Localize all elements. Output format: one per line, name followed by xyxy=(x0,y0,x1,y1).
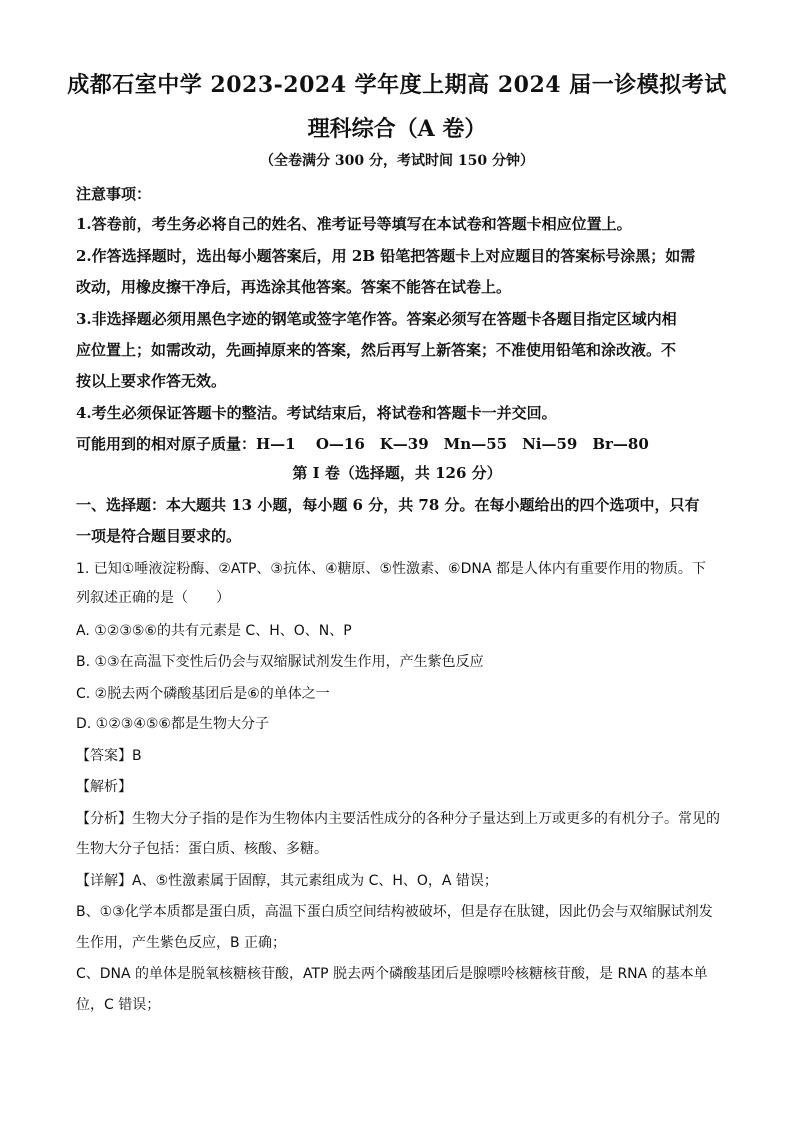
fenxi-line2: 生物大分子包括：蛋白质、核酸、多糖。 xyxy=(76,841,328,857)
question-1-stem-line1: 1. 已知①唾液淀粉酶、②ATP、③抗体、④糖原、⑤性激素、⑥DNA 都是人体内有重要作用的物质。下 xyxy=(76,561,706,577)
xiangjie-a: A、⑤性激素属于固醇，其元素组成为 C、H、O，A 错误； xyxy=(132,873,498,889)
fenxi-text: 生物大分子指的是作为生物体内主要活性成分的各种分子量达到上万或更多的有机分子。常见的 xyxy=(132,811,720,827)
fenxi-line1 xyxy=(76,808,722,828)
note-3-line1: 3.非选择题必须用黑色字迹的钢笔或签字笔作答。答案必须写在答题卡各题目指定区域内相 xyxy=(76,310,677,328)
section-heading: 第 I 卷（选择题，共 126 分） xyxy=(292,464,502,482)
atomic-masses: 可能用到的相对原子质量：H—1 O—16 K—39 Mn—55 Ni—59 Br—80 xyxy=(76,435,649,453)
fenxi-label: 【分析】 xyxy=(76,811,132,827)
option-d: D. ①②③④⑤⑥都是生物大分子 xyxy=(76,716,269,732)
note-1: 1.答卷前，考生务必将自己的姓名、准考证号等填写在本试卷和答题卡相应位置上。 xyxy=(76,215,632,233)
note-4: 4.考生必须保证答题卡的整洁。考试结束后，将试卷和答题卡一并交回。 xyxy=(76,404,557,422)
exam-score-time: （全卷满分 300 分，考试时间 150 分钟） xyxy=(260,153,534,169)
question-1-stem-line2: 列叙述正确的是（ ） xyxy=(76,590,230,606)
section-intro-line2: 一项是符合题目要求的。 xyxy=(76,527,242,545)
option-b: B. ①③在高温下变性后仍会与双缩脲试剂发生作用，产生紫色反应 xyxy=(76,654,484,670)
xiangjie-label: 【详解】 xyxy=(76,873,132,889)
section-intro-line1: 一、选择题：本大题共 13 小题，每小题 6 分，共 78 分。在每小题给出的四个选项中，只有 xyxy=(76,496,700,514)
answer-line xyxy=(76,745,722,765)
note-3-line2: 应位置上；如需改动，先画掉原来的答案，然后再写上新答案；不准使用铅笔和涂改液。不 xyxy=(76,341,677,359)
note-2-line1: 2.作答选择题时，选出每小题答案后，用 2B 铅笔把答题卡上对应题目的答案标号涂黑；如需 xyxy=(76,247,696,265)
answer-value: B xyxy=(132,748,142,764)
xiangjie-line1 xyxy=(76,870,722,890)
xiangjie-c-line2: 位，C 错误； xyxy=(76,997,161,1013)
notes-heading: 注意事项： xyxy=(76,185,152,203)
exam-subtitle: 理科综合（A 卷） xyxy=(307,116,487,142)
note-3-line3: 按以上要求作答无效。 xyxy=(76,372,227,390)
note-2-line2: 改动，用橡皮擦干净后，再选涂其他答案。答案不能答在试卷上。 xyxy=(76,278,512,296)
answer-label: 【答案】 xyxy=(76,748,132,764)
analysis-label: 【解析】 xyxy=(76,779,132,795)
xiangjie-b-line2: 生作用，产生紫色反应，B 正确； xyxy=(76,935,287,951)
xiangjie-b-line1: B、①③化学本质都是蛋白质，高温下蛋白质空间结构被破坏，但是存在肽键，因此仍会与双缩脲试剂发 xyxy=(76,904,713,920)
option-c: C. ②脱去两个磷酸基团后是⑥的单体之一 xyxy=(76,686,330,702)
xiangjie-c-line1: C、DNA 的单体是脱氧核糖核苷酸，ATP 脱去两个磷酸基团后是腺嘌呤核糖核苷酸，是 RNA 的基本单 xyxy=(76,966,708,982)
exam-title: 成都石室中学 2023-2024 学年度上期高 2024 届一诊模拟考试 xyxy=(67,72,727,98)
option-a: A. ①②③⑤⑥的共有元素是 C、H、O、N、P xyxy=(76,623,352,639)
